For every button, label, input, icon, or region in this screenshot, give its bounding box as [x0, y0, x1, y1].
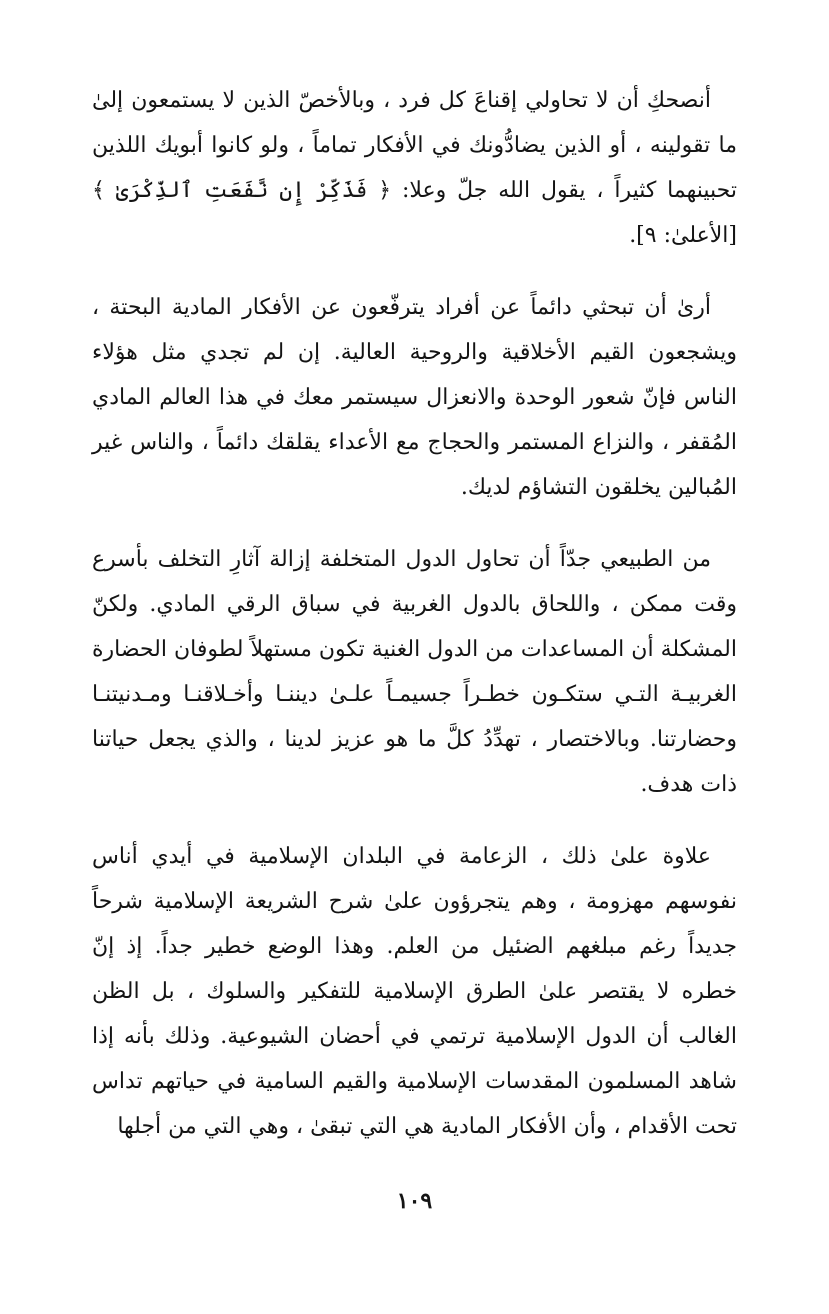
paragraph-2-text: أرىٰ أن تبحثي دائماً عن أفراد يترفّعون عن الأفكار المادية البحتة ، ويشجعون القيم الأخلاقية والروحية العالية. إن لم تجدي مثل هؤلاء الناس فإنّ شعور الوحدة والانعزال سيستمر معك في هذا العالم المادي المُقفر ، والنزاع المستمر والحجاج مع الأعداء يقلقك دائماً ، والناس غير المُبالين يخلقون التشاؤم لديك. [92, 295, 737, 500]
paragraph-1-text: أنصحكِ أن لا تحاولي إقناعَ كل فرد ، وبالأخصّ الذين لا يستمعون إلىٰ ما تقولينه ، أو الذين يضادُّونك في الأفكار تماماً ، ولو كانوا أبويك اللذين تحبينهما كثيراً ، يقول الله جلّ وعلا: [92, 88, 737, 203]
paragraph-3-text: من الطبيعي جدّاً أن تحاول الدول المتخلفة إزالة آثارِ التخلف بأسرع وقت ممكن ، واللحاق بالدول الغربية في سباق الرقي المادي. ولكنّ المشكلة أن المساعدات من الدول الغنية تكون مستهلاً لطوفان الحضارة الغربيـة التـي ستكـون خطـراً جسيمـاً علـىٰ ديننـا وأخـلاقنـا ومـدنيتنـا وحضارتنا. وبالاختصار ، تهدِّدُ كلَّ ما هو عزيز لدينا ، والذي يجعل حياتنا ذات هدف. [92, 547, 737, 797]
paragraph-4 [92, 834, 737, 1149]
paragraph-2 [92, 285, 737, 510]
paragraph-1 [92, 78, 737, 258]
quran-verse: ﴿ فَذَكِّرْ إِن نَّفَعَتِ ٱلذِّكْرَىٰ ﴾ [92, 178, 392, 203]
page-number: ١٠٩ [396, 1188, 433, 1214]
page-body [92, 78, 737, 1258]
verse-reference: [الأعلىٰ: ٩]. [629, 223, 737, 248]
paragraph-3 [92, 537, 737, 807]
paragraph-4-text: علاوة علىٰ ذلك ، الزعامة في البلدان الإسلامية في أيدي أناس نفوسهم مهزومة ، وهم يتجرؤون علىٰ شرح الشريعة الإسلامية شرحاً جديداً رغم مبلغهم الضئيل من العلم. وهذا الوضع خطير جداً. إذ إنّ خطره لا يقتصر علىٰ الطرق الإسلامية للتفكير والسلوك ، بل الظن الغالب أن الدول الإسلامية ترتمي في أحضان الشيوعية. وذلك بأنه إذا شاهد المسلمون المقدسات الإسلامية والقيم السامية في حياتهم تداس تحت الأقدام ، وأن الأفكار المادية هي التي تبقىٰ ، وهي التي من أجلها [92, 844, 737, 1139]
